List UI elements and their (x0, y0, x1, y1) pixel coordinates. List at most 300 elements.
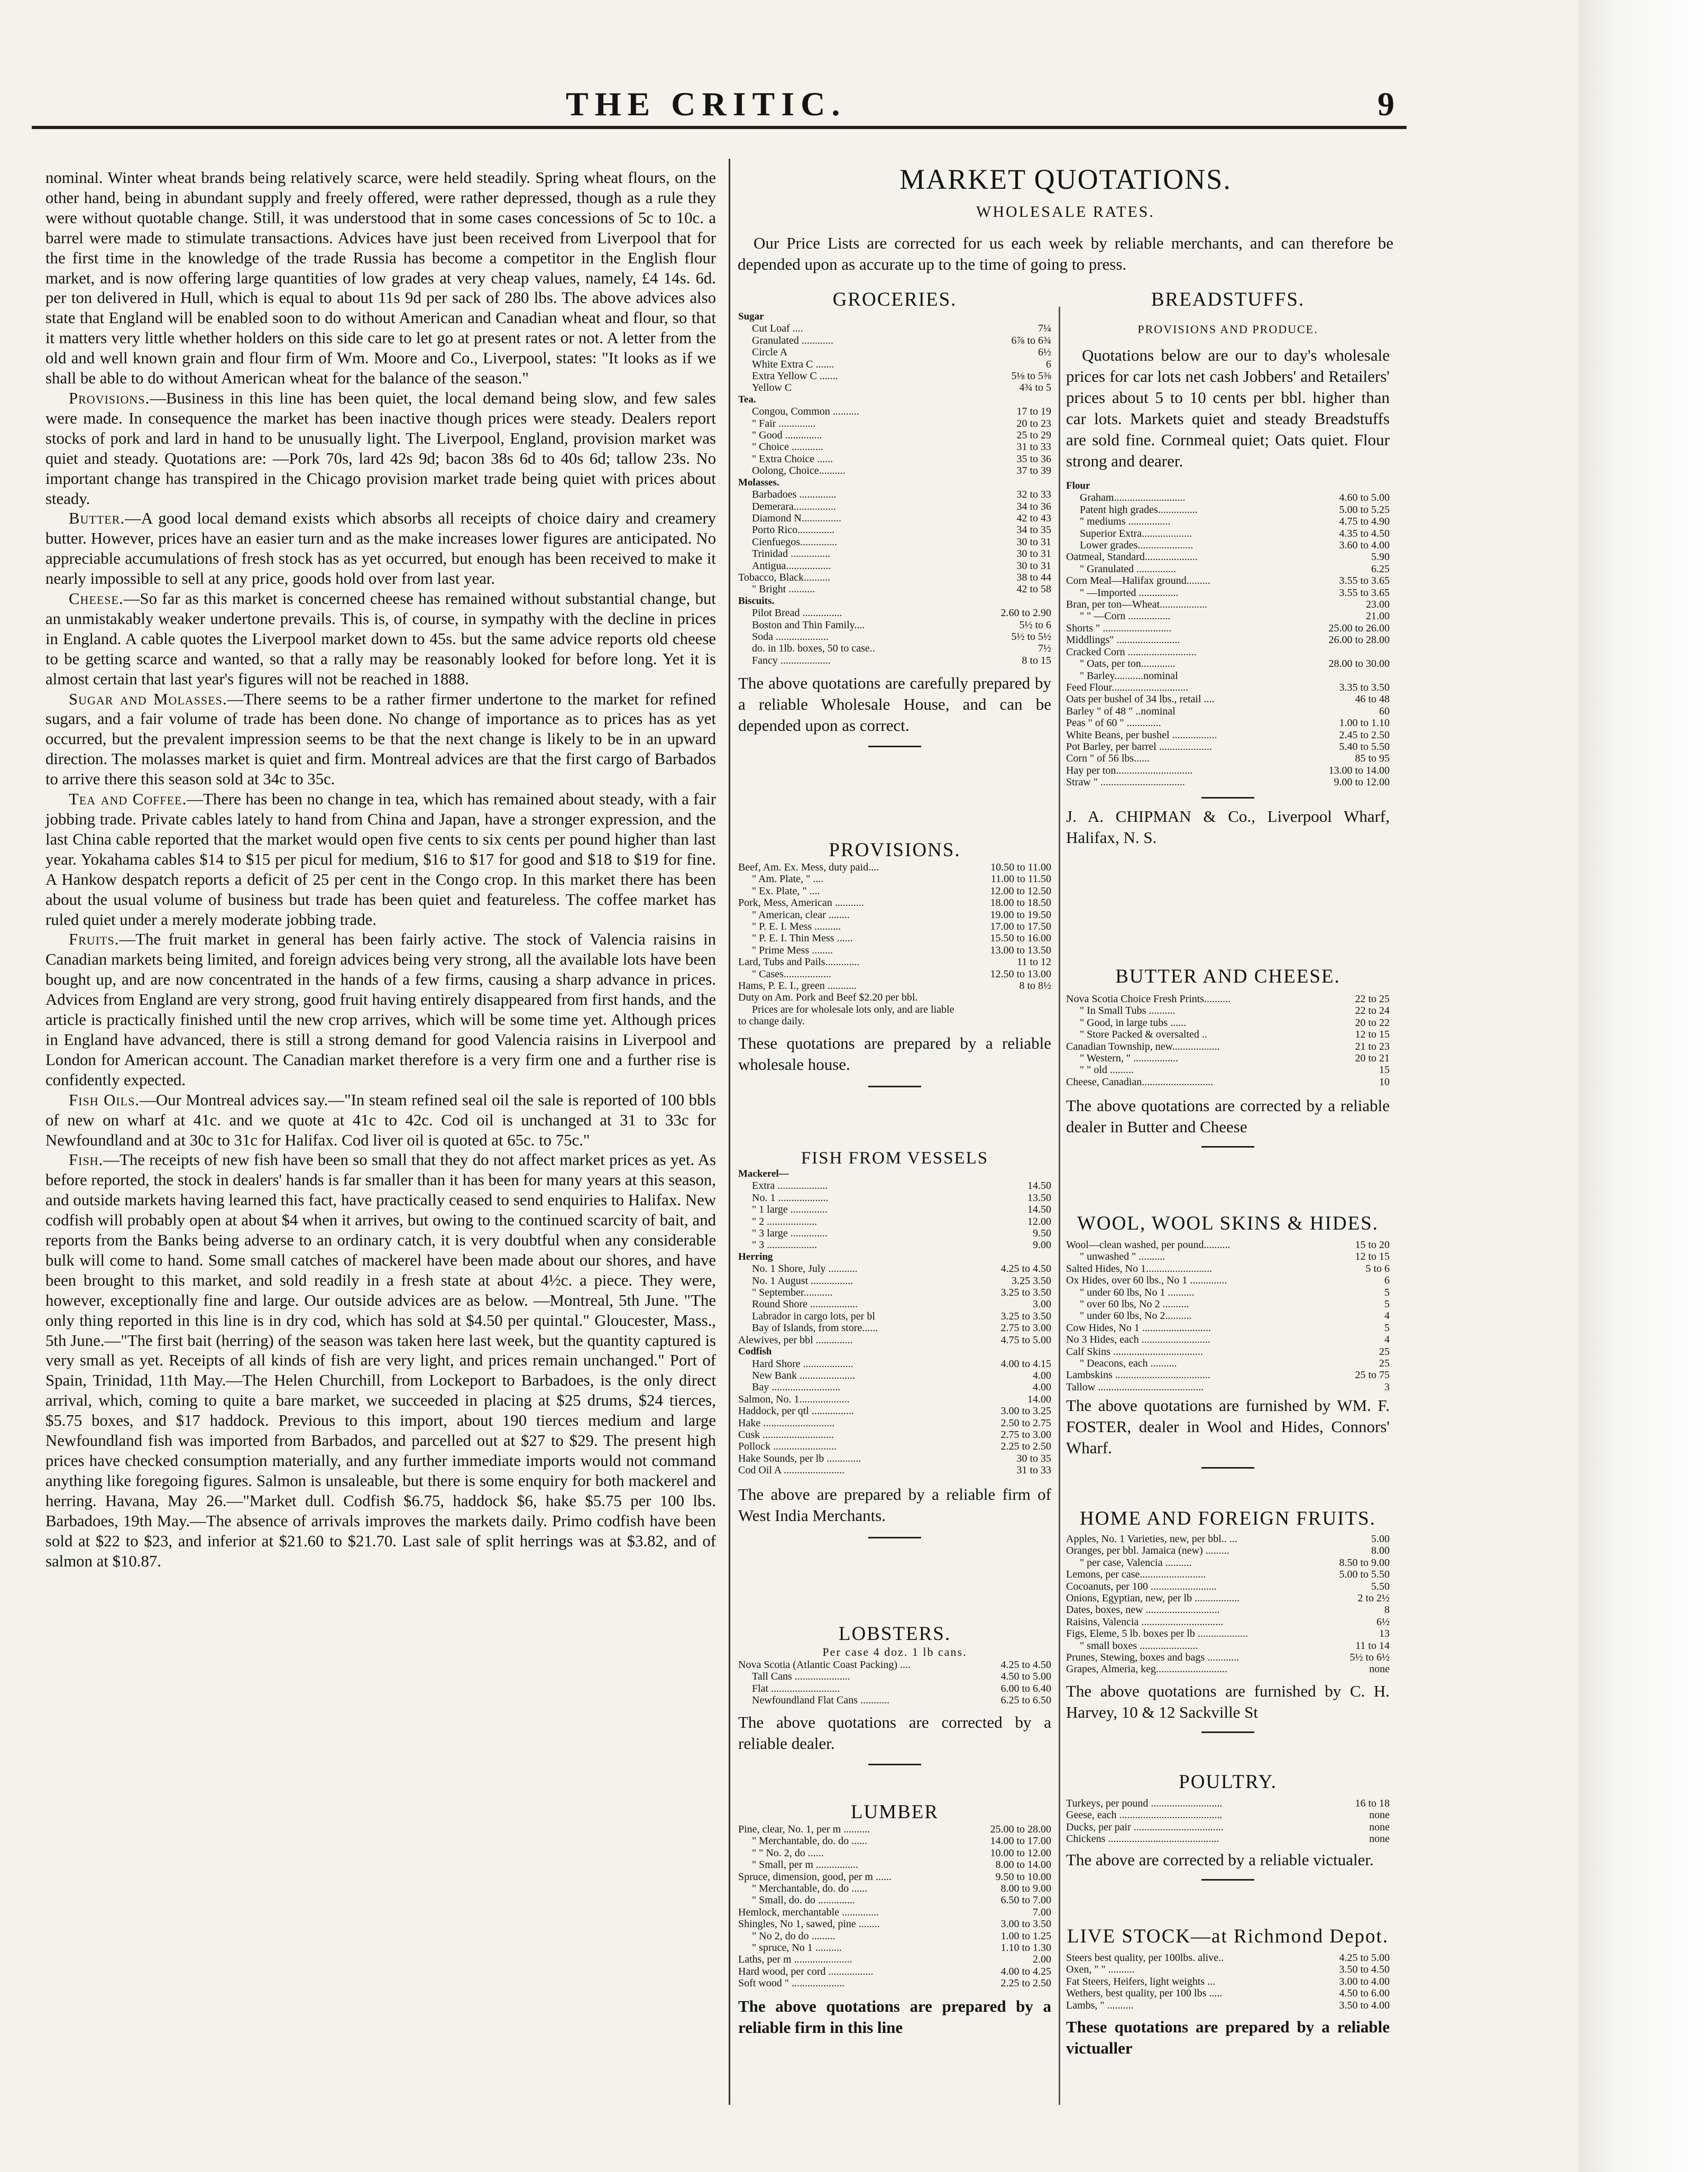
section-note: The above quotations are furnished by WM. F. FOSTER, dealer in Wool and Hides, Connors' Wharf. (1066, 1396, 1390, 1458)
paragraph-text: —So far as this market is concerned cheese has remained without substantial change, but an unmistakably weaker undertone prevails. This is, of course, in sympathy with the decline in prices in England. A cable quotes the Liverpool market down to 45s. but the same advice reports old cheese to be getting scarce and wanted, so that a rally may be reasonably looked for before long. Yet it is almost certain that last year's figures will not be reached in 1888. (45, 590, 716, 688)
price-value: 21.00 (1366, 610, 1390, 622)
price-row (738, 619, 1051, 631)
price-row (738, 1168, 1051, 1180)
price-value: 25 to 29 (1016, 429, 1051, 442)
price-row (1066, 1952, 1390, 1964)
price-row (738, 1966, 1051, 1977)
price-row (738, 1287, 1051, 1298)
price-value: 4.50 to 5.00 (1000, 1671, 1051, 1683)
price-row (738, 1823, 1051, 1835)
price-row (738, 1358, 1051, 1370)
price-row (1066, 1052, 1390, 1064)
price-label: Mackerel— (738, 1168, 789, 1179)
price-label: Tall Cans ..................... (752, 1671, 850, 1683)
price-label: " 2 ................... (752, 1215, 818, 1227)
price-row (738, 370, 1051, 382)
price-value: 11 to 14 (1355, 1639, 1390, 1652)
fish-section (738, 1149, 1051, 1538)
paragraph-text: —There seems to be a rather firmer undertone to the market for refined sugars, and a fair volume of trade has been done. No change of importance as to prices has as yet occurred, but the prevalent impression seems to be that the next change is likely to be in an upward direction. The molasses market is quiet and firm. Montreal advices are that the first cargo of Barbados to arrive there this season sold at 34c to 35c. (45, 690, 716, 789)
price-row (1066, 1569, 1390, 1580)
price-row (1066, 1369, 1390, 1381)
price-value: 3.00 (1033, 1298, 1051, 1310)
price-value: 10 (1379, 1076, 1390, 1088)
price-row (738, 477, 1051, 489)
price-row (1066, 717, 1390, 729)
price-label: Feed Flour............................. (1066, 681, 1189, 693)
price-row (1066, 1322, 1390, 1334)
price-row (738, 885, 1051, 897)
section-note: The above quotations are corrected by a reliable dealer. (738, 1712, 1051, 1753)
price-row (1066, 480, 1390, 492)
price-label: Duty on Am. Pork and Beef $2.20 per bbl. (738, 992, 918, 1004)
price-value: 3.60 to 4.00 (1339, 539, 1390, 552)
price-value: 13 (1379, 1628, 1390, 1640)
price-row (738, 560, 1051, 572)
price-label: " Small, do. do .............. (752, 1894, 855, 1907)
price-value: 31 to 33 (1016, 441, 1051, 453)
price-row (738, 524, 1051, 536)
price-label: do. in 1lb. boxes, 50 to case.. (752, 643, 875, 655)
price-row (738, 1954, 1051, 1965)
price-label: " per case, Valencia .......... (1080, 1556, 1192, 1569)
price-value: 14.50 (1027, 1204, 1051, 1216)
price-value: 22 to 24 (1355, 1005, 1390, 1017)
report-paragraph (45, 1090, 716, 1151)
price-value: 20 to 22 (1355, 1016, 1390, 1029)
price-label: " No 2, do do ......... (752, 1930, 835, 1942)
price-row (738, 873, 1051, 885)
price-label: Geese, each ....................................... (1066, 1809, 1223, 1821)
price-value: 3.55 to 3.65 (1339, 575, 1390, 587)
price-value: 60 (1379, 705, 1390, 717)
price-label: Trinidad ............... (752, 548, 831, 560)
price-value: none (1369, 1663, 1390, 1675)
price-row (1066, 1239, 1390, 1251)
price-row (738, 429, 1051, 441)
price-label: Cracked Corn .......................... (1066, 646, 1197, 658)
price-row (1066, 729, 1390, 741)
price-row (738, 862, 1051, 873)
price-value: 13.50 (1027, 1192, 1051, 1204)
price-row (1066, 1358, 1390, 1369)
price-value: 3.00 to 3.50 (1000, 1918, 1051, 1930)
price-value: 12.00 (1027, 1215, 1051, 1227)
price-value: 11.00 to 11.50 (990, 873, 1051, 885)
section-title: LIVE STOCK—at Richmond Depot. (1067, 1926, 1389, 1947)
price-label: " Small, per m ................ (752, 1859, 858, 1871)
price-label: Cusk ........................... (738, 1428, 834, 1441)
price-label: " In Small Tubs .......... (1080, 1005, 1176, 1017)
price-value: 5.90 (1371, 551, 1390, 563)
price-label: " 1 large .............. (752, 1204, 828, 1216)
price-value: 23.00 (1366, 599, 1390, 611)
price-label: Cocoanuts, per 100 ......................... (1066, 1580, 1217, 1592)
paragraph-lead: Fish. (69, 1151, 104, 1169)
price-value (1048, 1168, 1051, 1180)
section-note: These quotations are prepared by a reliable wholesale house. (738, 1033, 1051, 1074)
price-row (738, 956, 1051, 968)
price-row (738, 1918, 1051, 1930)
column-rule (729, 159, 730, 2105)
price-value: 35 to 36 (1016, 453, 1051, 465)
price-row (1066, 753, 1390, 764)
price-value: 5⅛ to 5⅜ (1011, 370, 1051, 382)
price-list (738, 1659, 1051, 1707)
price-value: 13.00 to 14.00 (1328, 764, 1390, 776)
report-paragraph (45, 168, 716, 389)
price-label: Salmon, No. 1................... (738, 1393, 850, 1405)
price-row (738, 1004, 1051, 1015)
price-row (738, 453, 1051, 465)
masthead-title: THE CRITIC. (566, 85, 847, 123)
price-value: 20 to 21 (1355, 1052, 1390, 1065)
price-label: " September........... (752, 1287, 833, 1299)
price-row (1066, 993, 1390, 1005)
price-row (738, 1453, 1051, 1464)
price-row (738, 1847, 1051, 1859)
price-label: Lard, Tubs and Pails............. (738, 956, 860, 968)
price-row (1066, 658, 1390, 670)
report-paragraph (45, 509, 716, 589)
price-value: 9.00 (1033, 1239, 1051, 1251)
divider (1201, 1146, 1254, 1148)
price-label: Hake Sounds, per lb ............. (738, 1452, 861, 1464)
price-label: Oolong, Choice.......... (752, 465, 846, 477)
price-value: 6.25 to 6.50 (1000, 1694, 1051, 1707)
price-label: Oatmeal, Standard.................... (1066, 551, 1198, 563)
price-value: 30 to 31 (1016, 536, 1051, 548)
price-label: " Merchantable, do. do ...... (752, 1883, 868, 1895)
divider (1201, 1467, 1254, 1469)
price-row (1066, 1346, 1390, 1358)
price-row (738, 932, 1051, 944)
price-value: 42 to 58 (1016, 583, 1051, 595)
price-row (738, 489, 1051, 500)
price-label: Herring (738, 1251, 773, 1262)
divider (1201, 1879, 1254, 1881)
price-value: 10.00 to 12.00 (990, 1847, 1051, 1859)
paragraph-text: nominal. Winter wheat brands being relatively scarce, were held steadily. Spring wheat flours, on the other hand, being in abundant supply and freely offered, were rather depressed, though as a rule they were without quotable change. Still, it was understood that in some cases concessions of 5c to 10c. a barrel were made to stimulate transactions. Advices have just been received from Liverpool that for the first time in the knowledge of the trade Russia has become a competitor in the English flour market, and is now offering large quantities of low grades at very cheap values, namely, £4 14s. 6d. per ton delivered in Hull, which is equal to about 11s 9d per sack of 280 lbs. The above advices also state that England will be enabled soon to do without American and Canadian wheat and flour, so that it matters very little whether holders on this side care to let go at present rates or not. A letter from the old and well known grain and flour firm of Wm. Moore and Co., Liverpool, states: "It looks as if we shall be able to do without American wheat for the balance of the season." (45, 169, 716, 388)
section-intro: Quotations below are our to day's wholesale prices for car lots net cash Jobbers' and Retailers' prices about 5 to 10 cents per bbl. higher than car lots. Markets quiet and steady Breadstuffs are sold fine. Cornmeal quiet; Oats quiet. Flour strong and dearer. (1066, 346, 1390, 470)
price-row (1066, 610, 1390, 622)
price-value: 5½ to 6 (1019, 619, 1051, 631)
price-row (738, 548, 1051, 560)
price-row (738, 1251, 1051, 1263)
price-label: " Cases.................. (752, 968, 831, 980)
price-row (1066, 528, 1390, 539)
price-value: 30 to 35 (1016, 1452, 1051, 1464)
price-value: 16 to 18 (1355, 1798, 1390, 1809)
price-value: 25 to 75 (1355, 1369, 1390, 1381)
price-list (738, 1168, 1051, 1477)
price-row (738, 501, 1051, 512)
price-label: Round Shore .................. (752, 1298, 858, 1310)
price-row (738, 1429, 1051, 1441)
price-row (1066, 1809, 1390, 1821)
price-row (1066, 1017, 1390, 1029)
price-value: 9.50 to 10.00 (995, 1871, 1051, 1883)
price-label: Raisins, Valencia ............................... (1066, 1616, 1224, 1628)
lumber-section (738, 1801, 1051, 2038)
price-label: Hay per ton............................. (1066, 764, 1193, 776)
price-label: " Am. Plate, " .... (752, 873, 824, 885)
price-row (1066, 1592, 1390, 1604)
price-value: 6½ (1038, 346, 1051, 359)
price-row (738, 1659, 1051, 1671)
price-label: Spruce, dimension, good, per m ...... (738, 1871, 892, 1883)
price-label: Sugar (738, 311, 764, 322)
price-label: " Ex. Plate, " .... (752, 885, 820, 897)
price-row (738, 655, 1051, 666)
paragraph-lead: Provisions. (69, 389, 150, 407)
price-label: No. 1 August ................ (752, 1275, 853, 1287)
price-label: Ducks, per pair .................................. (1066, 1821, 1224, 1833)
divider (868, 1086, 921, 1087)
price-label: " Choice ............ (752, 441, 823, 453)
price-value: 9.50 (1033, 1227, 1051, 1240)
paragraph-text: —The fruit market in general has been fairly active. The stock of Valencia raisins in Canadian markets being limited, and foreign advices being very strong, all the available lots have been bought up, and are now concentrated in the hands of a few firms, causing a sharp advance in prices. Advices from England are very strong, good fruit having entirely disappeared from first hands, and the article is practically finished until the new crop arrives, which will be some time yet. Although prices in England have advanced, there is still a strong demand for good Valencia raisins in Liverpool and London for American account. The Canadian market therefore is a very firm one and a further rise is confidently expected. (45, 930, 716, 1089)
price-label: Hard Shore ................... (752, 1358, 853, 1370)
price-value (1048, 394, 1051, 406)
price-value: 25.00 to 26.00 (1328, 622, 1390, 634)
price-row (738, 311, 1051, 323)
price-value: 42 to 43 (1016, 512, 1051, 524)
price-label: " " No. 2, do ...... (752, 1847, 824, 1859)
price-row (738, 1859, 1051, 1871)
fruits-section (1066, 1507, 1390, 1733)
price-row (738, 1370, 1051, 1381)
price-label: Turkeys, per pound ........................... (1066, 1798, 1223, 1809)
section-title: BUTTER AND CHEESE. (1115, 966, 1340, 987)
price-label: Apples, No. 1 Varieties, new, per bbl.. ... (1066, 1533, 1237, 1545)
price-value: 14.00 to 17.00 (990, 1835, 1051, 1847)
price-value: 46 to 48 (1355, 693, 1390, 705)
masthead-rule (32, 126, 1407, 129)
section-title: LUMBER (850, 1801, 939, 1823)
price-row (738, 1322, 1051, 1334)
price-label: Onions, Egyptian, new, per lb ................. (1066, 1592, 1240, 1605)
price-label: Soft wood " .................... (738, 1977, 844, 1990)
price-label: Corn Meal—Halifax ground......... (1066, 575, 1210, 587)
price-value: 4.50 to 6.00 (1339, 1987, 1390, 2000)
price-row (738, 441, 1051, 453)
price-label: Cut Loaf .... (752, 323, 803, 335)
price-value: 6.25 (1371, 563, 1390, 575)
price-row (738, 1192, 1051, 1204)
price-row (738, 1464, 1051, 1476)
price-value: 4.35 to 4.50 (1339, 527, 1390, 539)
price-row (738, 1346, 1051, 1358)
section-title: FISH FROM VESSELS (801, 1149, 989, 1168)
price-row (738, 1942, 1051, 1954)
price-row (738, 1835, 1051, 1847)
price-row (1066, 1064, 1390, 1076)
price-value: 5.00 (1371, 1533, 1390, 1545)
price-label: Yellow C (752, 382, 792, 394)
price-label: New Bank ..................... (752, 1369, 855, 1381)
price-label: Codfish (738, 1346, 772, 1358)
price-row (738, 1227, 1051, 1239)
price-label: Extra Yellow C ....... (752, 370, 838, 382)
price-value: 6.00 to 6.40 (1000, 1682, 1051, 1694)
price-label: Flat .......................... (752, 1682, 840, 1694)
price-row (1066, 563, 1390, 575)
price-value: 9.00 to 12.00 (1334, 776, 1390, 789)
price-value: 12.50 to 13.00 (990, 968, 1051, 980)
price-row (738, 1871, 1051, 1883)
price-label: " " old ......... (1080, 1064, 1134, 1076)
price-row (738, 1298, 1051, 1310)
price-row (738, 346, 1051, 358)
price-list (738, 862, 1051, 1028)
price-row (1066, 1663, 1390, 1675)
price-list (1066, 1952, 1390, 2011)
price-row (738, 1694, 1051, 1706)
price-value: 7.00 (1033, 1906, 1051, 1918)
price-value (1386, 670, 1390, 682)
price-value: 7¼ (1038, 323, 1051, 335)
price-label: Wethers, best quality, per 100 lbs ..... (1066, 1987, 1223, 2000)
price-label: Ox Hides, over 60 lbs., No 1 .............. (1066, 1275, 1227, 1287)
price-label: Graham........................... (1080, 492, 1186, 504)
price-label: Laths, per m ...................... (738, 1954, 852, 1966)
price-label: White Beans, per bushel ................. (1066, 729, 1217, 741)
price-row (1066, 1557, 1390, 1569)
paragraph-text: —A good local demand exists which absorbs all receipts of choice dairy and creamery butter. However, prices have an easier turn and as the make increases lower figures are anticipated. No appreciable accumulations of fresh stock has as yet occurred, but enough has been received to make it nearly impossible to sell at any price, goods hold over from last year. (45, 509, 716, 588)
price-value: 30 to 31 (1016, 560, 1051, 572)
price-row (738, 1417, 1051, 1429)
price-value: 85 to 95 (1355, 753, 1390, 765)
price-row (1066, 741, 1390, 753)
section-title: WOOL, WOOL SKINS & HIDES. (1077, 1213, 1379, 1234)
price-label: Barley " of 48 " ..nominal (1066, 705, 1176, 717)
report-paragraph (45, 1150, 716, 1571)
price-value: 14.50 (1027, 1180, 1051, 1192)
price-row (738, 583, 1051, 595)
price-row (1066, 587, 1390, 599)
price-row (738, 909, 1051, 921)
report-paragraph (45, 690, 716, 790)
price-label: Hemlock, merchantable .............. (738, 1906, 879, 1918)
price-row (1066, 1005, 1390, 1016)
price-row (1066, 1545, 1390, 1556)
price-value: 6 (1046, 358, 1051, 370)
price-value: 3.00 to 3.25 (1000, 1405, 1051, 1417)
price-value: 3.35 to 3.50 (1339, 681, 1390, 693)
price-label: " small boxes ...................... (1080, 1639, 1198, 1652)
price-list (1066, 1533, 1390, 1675)
price-value: 4 (1384, 1310, 1390, 1322)
price-label: Cienfuegos.............. (752, 536, 838, 548)
market-quotations-title: MARKET QUOTATIONS. (899, 163, 1232, 195)
price-label: Prices are for wholesale lots only, and are liable (752, 1003, 954, 1015)
section-note: The above quotations are corrected by a reliable dealer in Butter and Cheese (1066, 1096, 1390, 1137)
price-row (1066, 705, 1390, 717)
price-row (738, 1263, 1051, 1275)
price-row (1066, 1287, 1390, 1298)
price-row (738, 631, 1051, 643)
section-note: The above quotations are prepared by a reliable firm in this line (738, 1996, 1051, 2037)
price-value: 12 to 15 (1355, 1251, 1390, 1263)
price-label: Straw " ................................ (1066, 776, 1185, 789)
price-value: 4.00 (1033, 1369, 1051, 1381)
price-value: 3.25 to 3.50 (1000, 1310, 1051, 1322)
price-label: Circle A (752, 346, 788, 359)
price-list (1066, 993, 1390, 1088)
price-list (1066, 480, 1390, 789)
divider (1201, 1731, 1254, 1733)
price-row (738, 1216, 1051, 1227)
price-row (1066, 1616, 1390, 1628)
price-value: 4 (1384, 1334, 1390, 1346)
divider (868, 1764, 921, 1765)
price-value: 8.00 (1371, 1545, 1390, 1557)
price-row (738, 1239, 1051, 1251)
price-label: Hake ........................... (738, 1417, 835, 1429)
price-label: Congou, Common .......... (752, 406, 859, 418)
price-label: Prunes, Stewing, boxes and bags ............ (1066, 1652, 1239, 1664)
livestock-section (1066, 1925, 1390, 2059)
price-value: 4.00 (1033, 1381, 1051, 1394)
price-row (738, 536, 1051, 548)
butter-cheese-section (1066, 965, 1390, 1148)
paragraph-text: —Business in this line has been quiet, the local demand being slow, and few sales were made. In consequence the market has been inactive though prices were steady. Dealers report stocks of pork and lard in hand to be unusually light. The Liverpool, England, provision market was quiet and steady. Quotations are: —Pork 70s, lard 42s 9d; bacon 38s 6d to 40s 6d; tallow 23s. No important change has transpired in the Chicago provision market trade being quiet with prices about steady. (45, 389, 716, 508)
price-row (1066, 1640, 1390, 1652)
price-value: 1.00 to 1.25 (1000, 1930, 1051, 1942)
price-label: " —Imported ............... (1080, 586, 1179, 599)
price-value: 30 to 31 (1016, 548, 1051, 560)
wool-hides-section (1066, 1212, 1390, 1469)
lobsters-section (738, 1623, 1051, 1765)
price-row (1066, 1029, 1390, 1040)
price-label: No. 1 ................... (752, 1192, 829, 1204)
price-label: Pork, Mess, American ........... (738, 897, 864, 909)
price-value: 7½ (1038, 643, 1051, 655)
price-label: " mediums ................ (1080, 516, 1171, 528)
price-row (738, 1883, 1051, 1894)
price-value: 1.00 to 1.10 (1339, 717, 1390, 729)
price-label: Flour (1066, 480, 1090, 491)
price-value (1048, 1346, 1051, 1358)
price-value: 3.50 to 4.00 (1339, 1999, 1390, 2011)
price-value: 2.45 to 2.50 (1339, 729, 1390, 741)
paragraph-lead: Butter. (69, 509, 125, 528)
price-value (1048, 595, 1051, 607)
price-row (1066, 1964, 1390, 1975)
price-label: " Merchantable, do. do ...... (752, 1835, 868, 1847)
section-title: POULTRY. (1179, 1771, 1277, 1793)
price-value: 2.60 to 2.90 (1000, 607, 1051, 619)
price-row (1066, 516, 1390, 527)
price-row (738, 1405, 1051, 1417)
section-note: The above are corrected by a reliable victualer. (1066, 1850, 1374, 1869)
price-label: Biscuits. (738, 595, 775, 607)
price-value: 15 to 20 (1355, 1239, 1390, 1251)
poultry-section (1066, 1771, 1390, 1881)
price-label: " Barley...........nominal (1080, 670, 1178, 682)
price-row (738, 1180, 1051, 1192)
price-value: 2.50 to 2.75 (1000, 1417, 1051, 1429)
price-row (738, 1204, 1051, 1215)
price-list (738, 311, 1051, 666)
price-label: Dates, boxes, new ............................ (1066, 1604, 1220, 1616)
price-label: Soda .................... (752, 630, 829, 643)
price-label: Haddock, per qtl ................ (738, 1405, 854, 1417)
price-value: 8.50 to 9.00 (1339, 1556, 1390, 1569)
price-value: 2.75 to 3.00 (1000, 1322, 1051, 1334)
price-value: 2 to 2½ (1357, 1592, 1390, 1605)
price-label: Chickens .......................................... (1066, 1833, 1219, 1845)
